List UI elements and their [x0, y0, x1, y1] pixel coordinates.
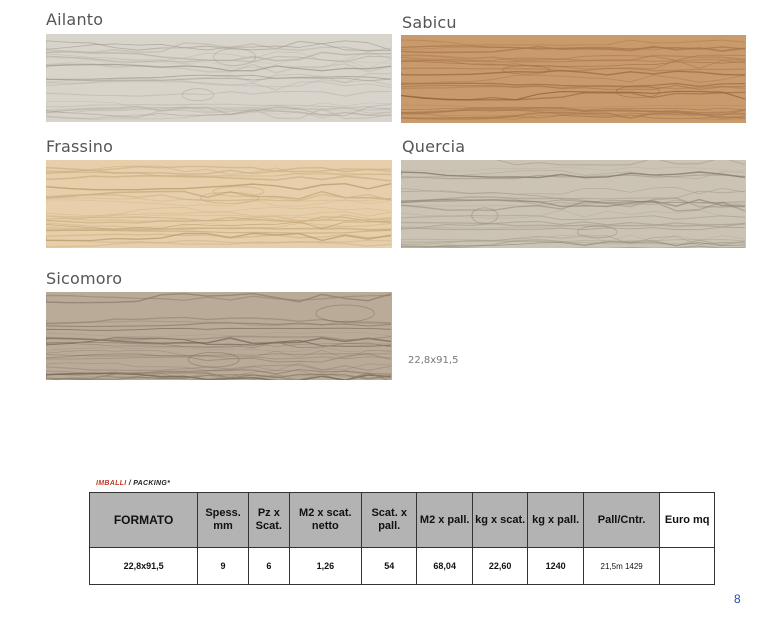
cell-m2-scat: 1,26	[289, 548, 361, 585]
packing-title	[96, 480, 170, 487]
packing-title-dark: / PACKING*	[128, 480, 171, 487]
tile-label-sabicu: Sabicu	[402, 13, 457, 32]
cell-pall-cntr: 21,5m 1429	[583, 548, 660, 585]
tile-label-sicomoro: Sicomoro	[46, 269, 123, 288]
cell-m2-pall: 68,04	[417, 548, 472, 585]
tile-swatch-quercia	[401, 160, 746, 248]
table-row	[90, 548, 715, 585]
wood-texture	[401, 35, 746, 123]
header-pz-scat: Pz x Scat.	[248, 493, 289, 548]
page-number: 8	[734, 592, 741, 606]
header-euro-mq: Euro mq	[660, 493, 715, 548]
wood-texture	[46, 292, 392, 380]
wood-texture	[46, 34, 392, 122]
cell-euro-mq	[660, 548, 715, 585]
cell-formato: 22,8x91,5	[90, 548, 198, 585]
tile-swatch-sabicu	[401, 35, 746, 123]
tile-swatch-frassino	[46, 160, 392, 248]
tile-swatch-sicomoro	[46, 292, 392, 380]
header-scat-pall: Scat. x pall.	[361, 493, 417, 548]
cell-spessore: 9	[198, 548, 249, 585]
header-pall-cntr: Pall/Cntr.	[583, 493, 660, 548]
header-spessore: Spess. mm	[198, 493, 249, 548]
cell-kg-scat: 22,60	[472, 548, 528, 585]
header-m2-scat: M2 x scat. netto	[289, 493, 361, 548]
header-formato: FORMATO	[90, 493, 198, 548]
size-caption: 22,8x91,5	[408, 355, 459, 366]
header-m2-pall: M2 x pall.	[417, 493, 472, 548]
cell-kg-pall: 1240	[528, 548, 583, 585]
tile-swatch-ailanto	[46, 34, 392, 122]
cell-scat-pall: 54	[361, 548, 417, 585]
header-kg-scat: kg x scat.	[472, 493, 528, 548]
tile-label-ailanto: Ailanto	[46, 10, 104, 29]
tile-label-frassino: Frassino	[46, 137, 114, 156]
tile-label-quercia: Quercia	[402, 137, 466, 156]
table-header-row	[90, 493, 715, 548]
packing-table	[89, 492, 715, 585]
wood-texture	[46, 160, 392, 248]
wood-texture	[401, 160, 746, 248]
header-kg-pall: kg x pall.	[528, 493, 583, 548]
packing-title-red: IMBALLI	[96, 480, 127, 487]
cell-pz-scat: 6	[248, 548, 289, 585]
